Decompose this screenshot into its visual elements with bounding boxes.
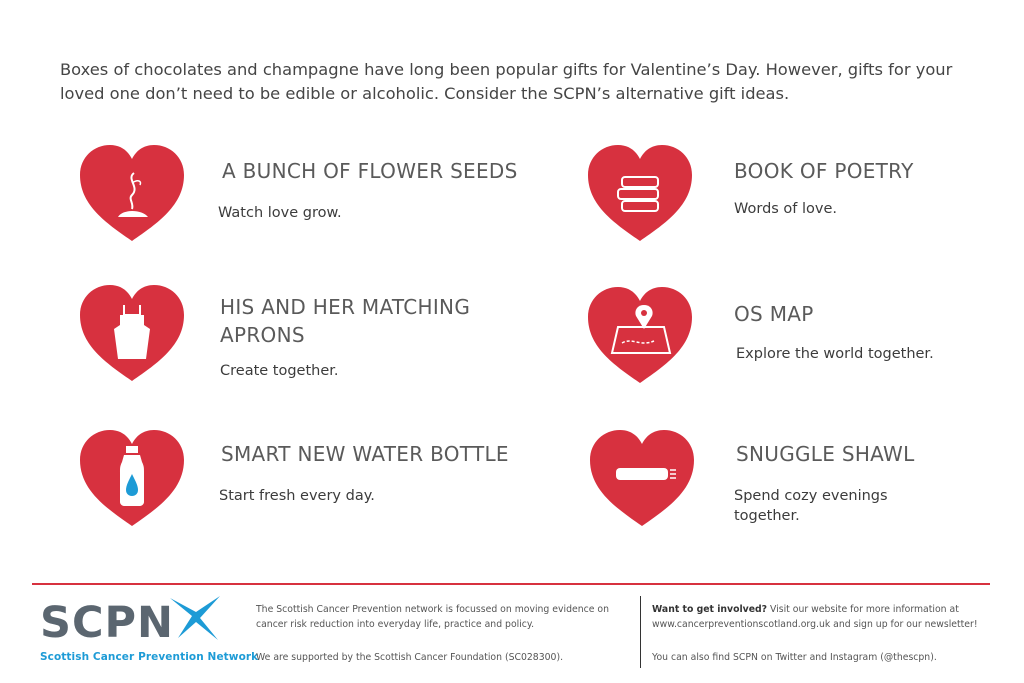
heart-apron-icon <box>76 283 188 383</box>
gift-subtitle-map: Explore the world together. <box>736 346 934 362</box>
saltire-star-icon <box>168 594 222 644</box>
footer-cta-heading: Want to get involved? <box>652 604 768 615</box>
gift-subtitle-shawl: Spend cozy evenings together. <box>734 488 888 524</box>
footer-cta-text: Visit our website for more information at www.cancerpreventionscotland.org.uk and sign up for our newsletter! <box>652 604 978 630</box>
footer-divider <box>32 583 990 585</box>
gift-title-bottle: SMART NEW WATER BOTTLE <box>221 442 509 466</box>
intro-paragraph: Boxes of chocolates and champagne have long been popular gifts for Valentine’s Day. However, gifts for your loved one don’t need to be edible or alcoholic. Consider the SCPN’s alternative gift ideas. <box>60 60 953 103</box>
gift-subtitle-poetry: Words of love. <box>734 201 838 217</box>
gift-title-aprons: HIS AND HER MATCHING APRONS <box>220 295 471 347</box>
footer-support: We are supported by the Scottish Cancer Foundation (SC028300). <box>256 652 564 663</box>
gift-title-map: OS MAP <box>734 302 814 326</box>
heart-shawl-icon <box>586 428 698 528</box>
footer-cta <box>652 602 992 632</box>
footer-about: The Scottish Cancer Prevention network is focussed on moving evidence on cancer risk reduction into everyday life, practice and policy. <box>256 604 609 630</box>
scpn-logo-subtitle: Scottish Cancer Prevention Network <box>40 651 259 663</box>
gift-title-seeds: A BUNCH OF FLOWER SEEDS <box>222 159 518 183</box>
gift-subtitle-bottle: Start fresh every day. <box>219 488 375 504</box>
heart-bottle-icon <box>76 428 188 528</box>
heart-seed-icon <box>76 143 188 243</box>
footer-column-divider <box>640 596 641 668</box>
gift-subtitle-aprons: Create together. <box>220 363 339 379</box>
footer-social: You can also find SCPN on Twitter and Instagram (@thescpn). <box>652 652 937 663</box>
gift-title-poetry: BOOK OF POETRY <box>734 159 914 183</box>
heart-books-icon <box>584 143 696 243</box>
scpn-logo-text: SCPN <box>40 598 175 648</box>
gift-title-shawl: SNUGGLE SHAWL <box>736 442 915 466</box>
heart-map-icon <box>584 285 696 385</box>
gift-subtitle-seeds: Watch love grow. <box>218 205 342 221</box>
